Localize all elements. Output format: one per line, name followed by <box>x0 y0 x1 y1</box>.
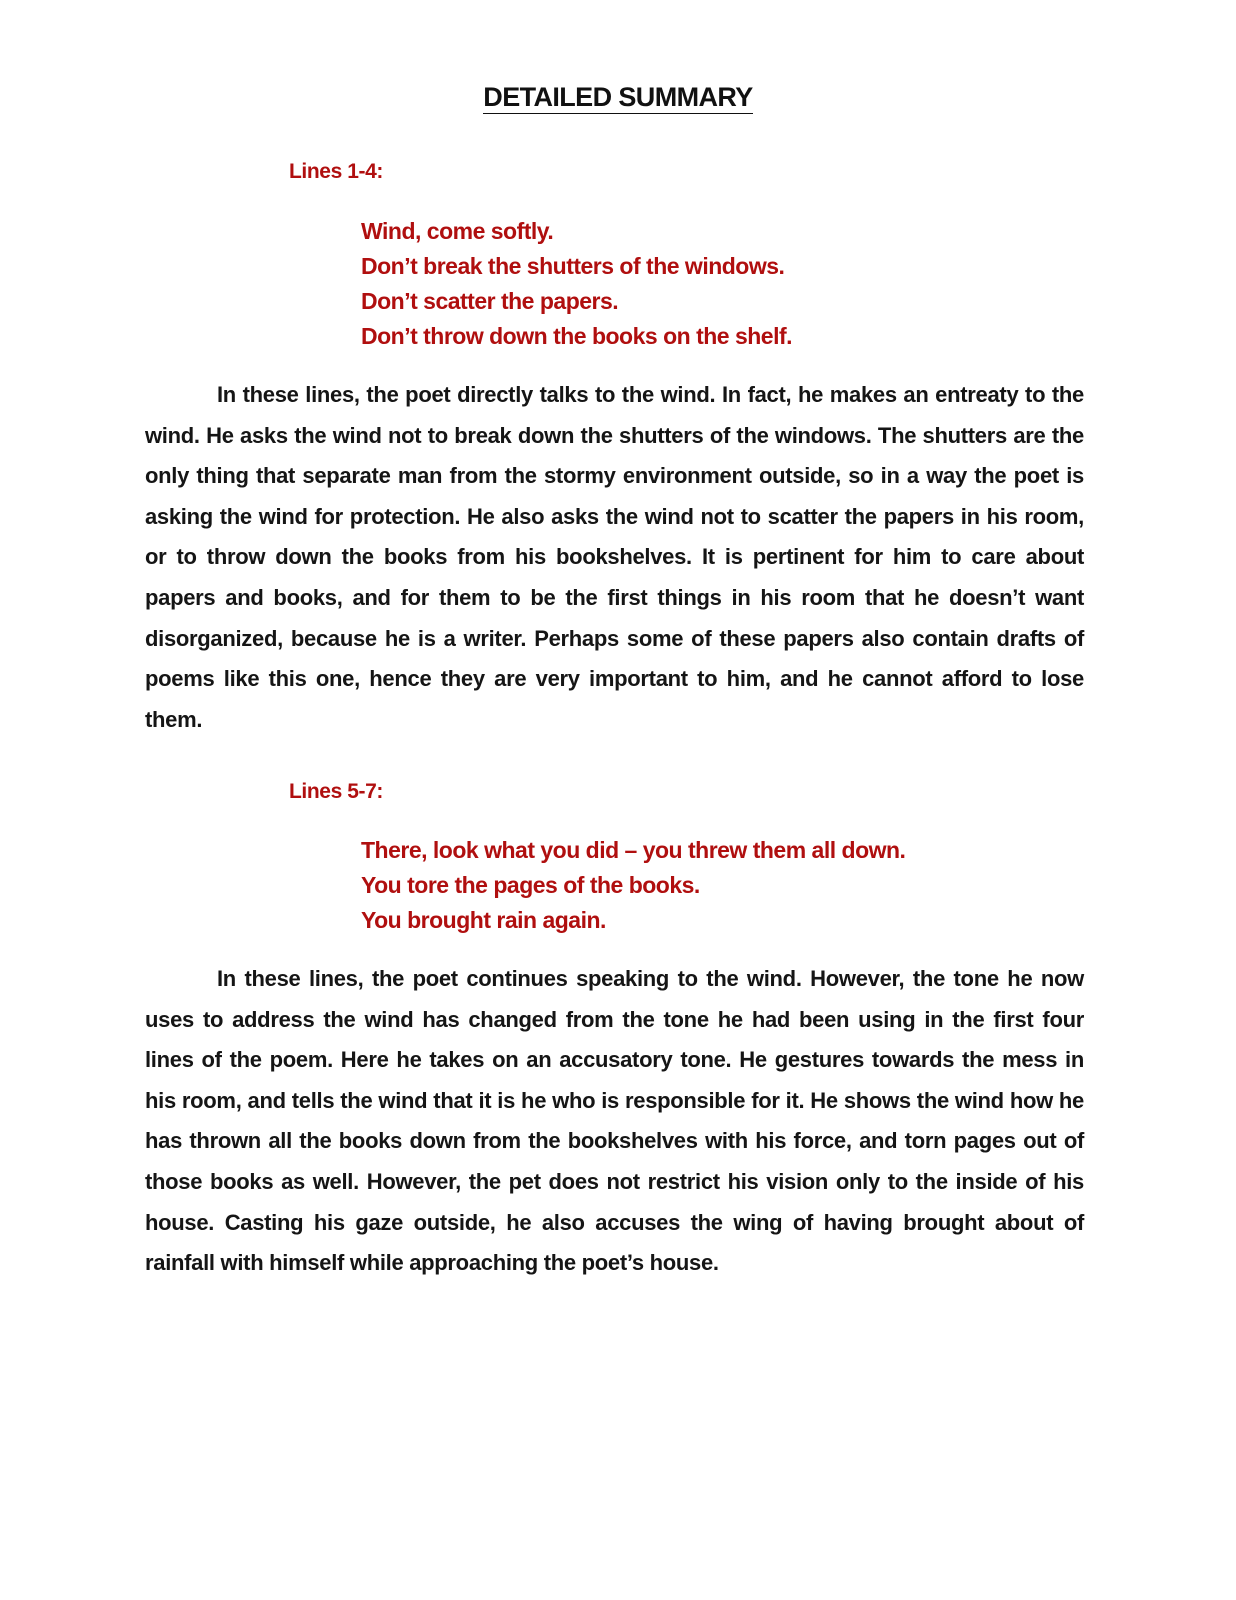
verse-line: You tore the pages of the books. <box>361 872 700 898</box>
section-label: Lines 5-7: <box>289 780 384 803</box>
summary-paragraph: In these lines, the poet continues speaking to the wind. However, the tone he now uses to address the wind has changed from the tone he had been using in the first four lines of the poem. Here he takes on an accusatory tone. He gestures towards the mess in his room, and tells the wind that it is he who is responsible for it. He shows the wind how he has thrown all the books down from the bookshelves with his force, and torn pages out of those books as well. However, the pet does not restrict his vision only to the inside of his house. Casting his gaze outside, he also accuses the wing of having brought about of rainfall with himself while approaching the poet’s house. <box>145 966 1084 1276</box>
summary-paragraph: In these lines, the poet directly talks to the wind. In fact, he makes an entreaty to the wind. He asks the wind not to break down the shutters of the windows. The shutters are the only thing that separate man from the stormy environment outside, so in a way the poet is asking the wind for protection. He also asks the wind not to scatter the papers in his room, or to throw down the books from his bookshelves. It is pertinent for him to care about papers and books, and for them to be the first things in his room that he doesn’t want disorganized, because he is a writer. Perhaps some of these papers also contain drafts of poems like this one, hence they are very important to him, and he cannot afford to lose them. <box>145 382 1084 732</box>
verse-line: There, look what you did – you threw them all down. <box>361 837 906 863</box>
page-title <box>0 82 1236 113</box>
verse-line: Don’t scatter the papers. <box>361 288 619 314</box>
page-title-text: DETAILED SUMMARY <box>483 82 753 112</box>
verse-block <box>361 833 905 938</box>
verse-line: Don’t throw down the books on the shelf. <box>361 323 793 349</box>
section-label: Lines 1-4: <box>289 160 384 183</box>
verse-block <box>361 214 792 354</box>
verse-line: Wind, come softly. <box>361 218 554 244</box>
verse-line: You brought rain again. <box>361 907 606 933</box>
verse-line: Don’t break the shutters of the windows. <box>361 253 785 279</box>
